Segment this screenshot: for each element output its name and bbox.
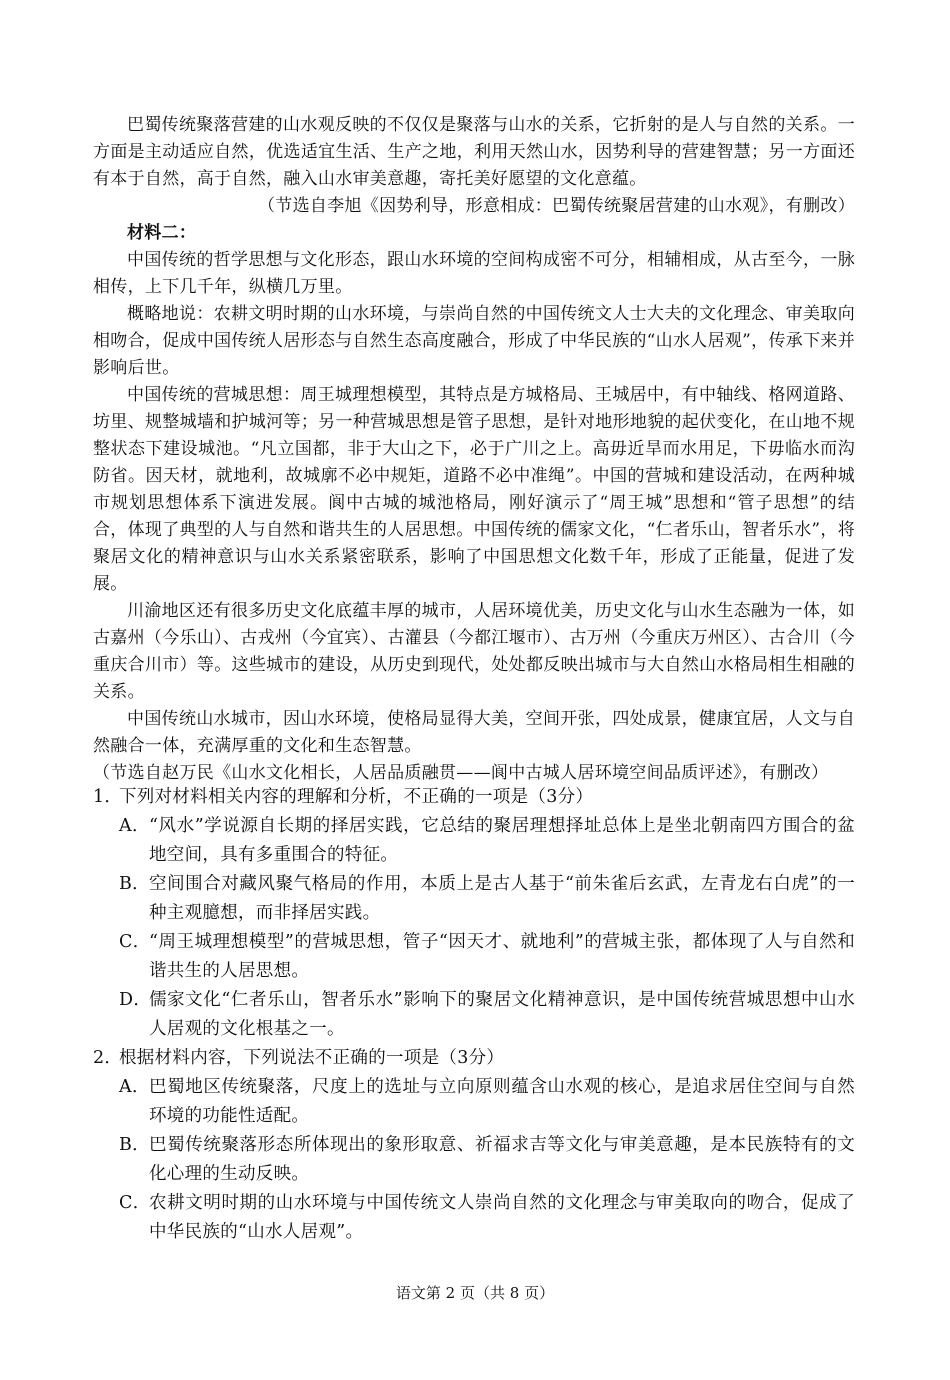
reading-passage	[93, 112, 855, 787]
option-label: A．	[119, 816, 150, 836]
passage-paragraph-4: 中国传统的营城思想：周王城理想模型，其特点是方城格局、王城居中，有中轴线、格网道路、坊里、规整城墙和护城河等；另一种营城思想是管子思想，是针对地形地貌的起伏变化，在山地不规整状态下建设城池。“凡立国都，非于大山之下，必于广川之上。高毋近旱而水用足，下毋临水而沟防省。因天材，就地利，故城廓不必中规矩，道路不必中准绳”。中国的营城和建设活动，在两种城市规划思想体系下演进发展。阆中古城的城池格局，刚好演示了“周王城”思想和“管子思想”的结合，体现了典型的人与自然和谐共生的人居思想。中国传统的儒家文化，“仁者乐山，智者乐水”，将聚居文化的精神意识与山水关系紧密联系，影响了中国思想文化数千年，形成了正能量，促进了发展。	[93, 385, 855, 594]
question-number: 2．	[93, 1048, 123, 1068]
option-b	[119, 1131, 855, 1189]
option-label: C．	[119, 932, 151, 952]
question-1	[93, 783, 855, 1044]
option-text: 儒家文化“仁者乐山，智者乐水”影响下的聚居文化精神意识，是中国传统营城思想中山水人居观的文化根基之一。	[149, 990, 855, 1039]
source-citation-1: （节选自李旭《因势利导，形意相成：巴蜀传统聚居营建的山水观》，有删改）	[258, 196, 855, 216]
option-c	[119, 1189, 855, 1247]
option-label: B．	[119, 874, 150, 894]
option-d	[119, 986, 855, 1044]
passage-paragraph-6: 中国传统山水城市，因山水环境，使格局显得大美，空间开张，四处成景，健康宜居，人文与自然融合一体，充满厚重的文化和生态智慧。	[93, 709, 855, 756]
option-label: D．	[119, 990, 152, 1010]
option-c	[119, 928, 855, 986]
option-text: 巴蜀地区传统聚落，尺度上的选址与立向原则蕴含山水观的核心，是追求居住空间与自然环境的功能性适配。	[149, 1077, 855, 1126]
option-text: 空间围合对藏风聚气格局的作用，本质上是古人基于“前朱雀后玄武，左青龙右白虎”的一种主观臆想，而非择居实践。	[149, 874, 855, 923]
question-stem: 根据材料内容，下列说法不正确的一项是（3分）	[119, 1048, 505, 1068]
material-2-heading: 材料二：	[127, 223, 197, 243]
option-label: B．	[119, 1135, 150, 1155]
option-a	[119, 1073, 855, 1131]
option-a	[119, 812, 855, 870]
passage-paragraph-1: 巴蜀传统聚落营建的山水观反映的不仅仅是聚落与山水的关系，它折射的是人与自然的关系。一方面是主动适应自然，优选适宜生活、生产之地，利用天然山水，因势利导的营建智慧；另一方面还有本于自然，高于自然，融入山水审美意趣，寄托美好愿望的文化意蕴。	[93, 115, 855, 189]
option-text: “风水”学说源自长期的择居实践，它总结的聚居理想择址总体上是坐北朝南四方围合的盆地空间，具有多重围合的特征。	[149, 816, 855, 865]
question-stem: 下列对材料相关内容的理解和分析，不正确的一项是（3分）	[119, 787, 594, 807]
option-label: A．	[119, 1077, 150, 1097]
source-citation-2: （节选自赵万民《山水文化相长，人居品质融贯——阆中古城人居环境空间品质评述》，有删改）	[93, 763, 829, 783]
question-number: 1．	[93, 787, 123, 807]
question-list	[93, 783, 855, 1247]
option-text: 巴蜀传统聚落形态所体现出的象形取意、祈福求吉等文化与审美意趣，是本民族特有的文化心理的生动反映。	[149, 1135, 855, 1184]
option-text: “周王城理想模型”的营城思想，管子“因天才、就地利”的营城主张，都体现了人与自然和谐共生的人居思想。	[149, 932, 855, 981]
option-label: C．	[119, 1193, 151, 1213]
passage-paragraph-2: 中国传统的哲学思想与文化形态，跟山水环境的空间构成密不可分，相辅相成，从古至今，一脉相传，上下几千年，纵横几万里。	[93, 250, 855, 297]
passage-paragraph-3: 概略地说：农耕文明时期的山水环境，与崇尚自然的中国传统文人士大夫的文化理念、审美取向相吻合，促成中国传统人居形态与自然生态高度融合，形成了中华民族的“山水人居观”，传承下来并影响后世。	[93, 304, 855, 378]
option-b	[119, 870, 855, 928]
question-2	[93, 1044, 855, 1247]
passage-paragraph-5: 川渝地区还有很多历史文化底蕴丰厚的城市，人居环境优美，历史文化与山水生态融为一体，如古嘉州（今乐山）、古戎州（今宜宾）、古灌县（今都江堰市）、古万州（今重庆万州区）、古合川（今重庆合川市）等。这些城市的建设，从历史到现代，处处都反映出城市与大自然山水格局相生相融的关系。	[93, 601, 855, 702]
page-footer: 语文第 2 页（共 8 页）	[395, 1284, 555, 1302]
option-text: 农耕文明时期的山水环境与中国传统文人崇尚自然的文化理念与审美取向的吻合，促成了中华民族的“山水人居观”。	[149, 1193, 855, 1242]
